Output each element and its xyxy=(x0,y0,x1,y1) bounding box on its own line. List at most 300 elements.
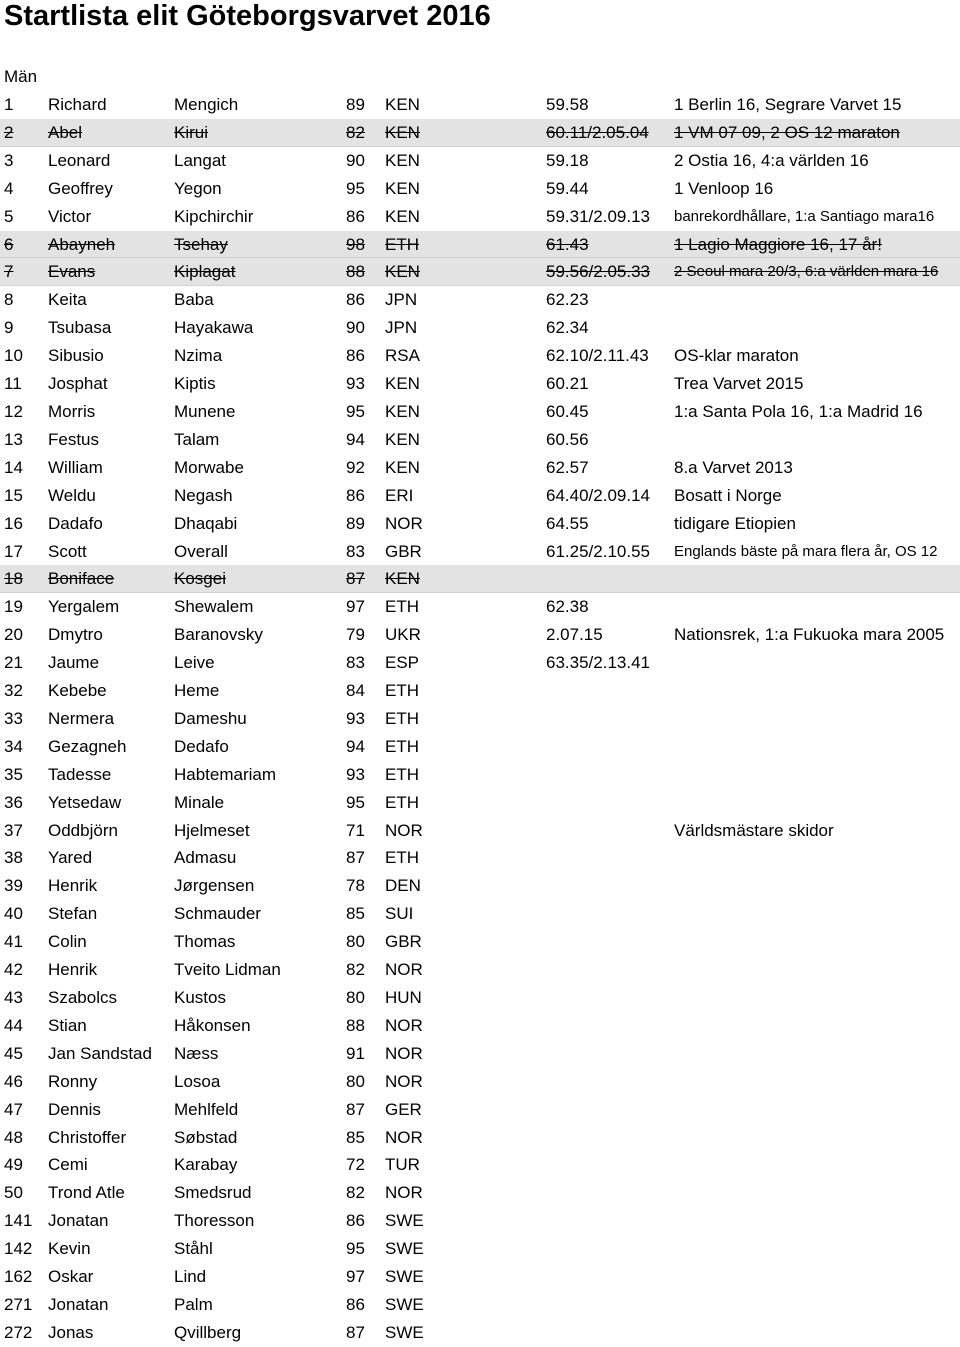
nationality-cell: KEN xyxy=(385,374,420,394)
birth-year-cell: 94 xyxy=(346,736,365,756)
table-row xyxy=(0,1179,960,1207)
start-number-cell: 39 xyxy=(4,876,23,896)
last-name-cell: Lind xyxy=(174,1267,207,1287)
birth-year-cell: 80 xyxy=(346,1071,365,1091)
birth-year-cell: 86 xyxy=(346,1294,365,1314)
last-name-cell: Mengich xyxy=(174,95,239,114)
nationality-cell: ETH xyxy=(385,708,419,728)
best-time-cell: 59.56/2.05.33 xyxy=(546,262,650,282)
nationality-cell: KEN xyxy=(385,206,420,226)
birth-year-cell: 80 xyxy=(346,988,365,1007)
first-name-cell: Abel xyxy=(48,122,83,142)
table-row xyxy=(0,119,960,147)
start-number-cell: 16 xyxy=(4,513,23,533)
table-row xyxy=(0,286,960,314)
table-row xyxy=(0,231,960,259)
first-name-cell: Scott xyxy=(48,541,87,561)
first-name-cell: William xyxy=(48,457,103,477)
birth-year-cell: 86 xyxy=(346,485,365,505)
nationality-cell: ETH xyxy=(385,736,419,756)
first-name-cell: Abayneh xyxy=(48,234,116,254)
birth-year-cell: 97 xyxy=(346,597,365,617)
first-name-cell: Jonatan xyxy=(48,1211,109,1231)
nationality-cell: HUN xyxy=(385,988,422,1007)
last-name-cell: Thomas xyxy=(174,932,236,952)
birth-year-cell: 89 xyxy=(346,513,365,533)
first-name-cell: Tsubasa xyxy=(48,318,112,338)
table-row xyxy=(0,817,960,845)
start-number-cell: 141 xyxy=(4,1211,33,1231)
birth-year-cell: 97 xyxy=(346,1267,365,1287)
birth-year-cell: 85 xyxy=(346,904,365,924)
birth-year-cell: 95 xyxy=(346,1239,365,1259)
start-number-cell: 38 xyxy=(4,848,23,868)
start-number-cell: 47 xyxy=(4,1099,23,1119)
best-time-cell: 61.25/2.10.55 xyxy=(546,541,650,561)
best-time-cell: 59.44 xyxy=(546,178,589,198)
nationality-cell: ESP xyxy=(385,653,420,673)
last-name-cell: Søbstad xyxy=(174,1127,238,1147)
last-name-cell: Dedafo xyxy=(174,736,229,756)
first-name-cell: Richard xyxy=(48,95,107,114)
table-row xyxy=(0,175,960,203)
note-cell: 2 Ostia 16, 4:a världen 16 xyxy=(674,150,869,170)
table-row xyxy=(0,398,960,426)
best-time-cell: 59.58 xyxy=(546,95,589,114)
first-name-cell: Boniface xyxy=(48,569,115,589)
last-name-cell: Langat xyxy=(174,150,226,170)
birth-year-cell: 95 xyxy=(346,178,365,198)
first-name-cell: Colin xyxy=(48,932,87,952)
birth-year-cell: 87 xyxy=(346,569,365,589)
nationality-cell: NOR xyxy=(385,1043,423,1063)
table-row xyxy=(0,1151,960,1179)
last-name-cell: Munene xyxy=(174,401,236,421)
start-number-cell: 3 xyxy=(4,150,14,170)
birth-year-cell: 87 xyxy=(346,1099,365,1119)
start-number-cell: 43 xyxy=(4,988,23,1007)
note-cell: Englands bäste på mara flera år, OS 12 xyxy=(674,542,938,560)
best-time-cell: 64.55 xyxy=(546,513,589,533)
nationality-cell: GER xyxy=(385,1099,422,1119)
table-row xyxy=(0,984,960,1012)
last-name-cell: Tveito Lidman xyxy=(174,960,281,980)
nationality-cell: SWE xyxy=(385,1294,424,1314)
best-time-cell: 60.56 xyxy=(546,429,589,449)
start-number-cell: 45 xyxy=(4,1043,23,1063)
birth-year-cell: 82 xyxy=(346,1183,365,1203)
start-number-cell: 14 xyxy=(4,457,23,477)
table-row xyxy=(0,1291,960,1319)
best-time-cell: 60.11/2.05.04 xyxy=(546,122,649,142)
last-name-cell: Kiplagat xyxy=(174,262,236,282)
nationality-cell: SUI xyxy=(385,904,414,924)
start-number-cell: 46 xyxy=(4,1071,23,1091)
last-name-cell: Kipchirchir xyxy=(174,206,254,226)
first-name-cell: Oddbjörn xyxy=(48,820,118,840)
birth-year-cell: 94 xyxy=(346,429,365,449)
table-row xyxy=(0,203,960,231)
nationality-cell: KEN xyxy=(385,95,420,114)
last-name-cell: Leive xyxy=(174,653,215,673)
table-row xyxy=(0,1096,960,1124)
last-name-cell: Baranovsky xyxy=(174,625,263,645)
last-name-cell: Næss xyxy=(174,1043,219,1063)
nationality-cell: SWE xyxy=(385,1267,424,1287)
start-number-cell: 36 xyxy=(4,792,23,812)
start-number-cell: 19 xyxy=(4,597,23,617)
first-name-cell: Victor xyxy=(48,206,92,226)
birth-year-cell: 95 xyxy=(346,792,365,812)
last-name-cell: Karabay xyxy=(174,1155,238,1175)
birth-year-cell: 80 xyxy=(346,932,365,952)
last-name-cell: Shewalem xyxy=(174,597,254,617)
last-name-cell: Yegon xyxy=(174,178,222,198)
last-name-cell: Admasu xyxy=(174,848,237,868)
first-name-cell: Yergalem xyxy=(48,597,120,617)
last-name-cell: Talam xyxy=(174,429,220,449)
nationality-cell: ETH xyxy=(385,792,419,812)
first-name-cell: Morris xyxy=(48,401,96,421)
page-title: Startlista elit Göteborgsvarvet 2016 xyxy=(4,0,491,32)
nationality-cell: NOR xyxy=(385,513,423,533)
nationality-cell: NOR xyxy=(385,1071,423,1091)
last-name-cell: Hayakawa xyxy=(174,318,254,338)
start-number-cell: 142 xyxy=(4,1239,33,1259)
first-name-cell: Jan Sandstad xyxy=(48,1043,152,1063)
table-row xyxy=(0,342,960,370)
table-row xyxy=(0,621,960,649)
table-row xyxy=(0,956,960,984)
table-row xyxy=(0,733,960,761)
nationality-cell: NOR xyxy=(385,1015,423,1035)
first-name-cell: Jaume xyxy=(48,653,100,673)
nationality-cell: NOR xyxy=(385,1183,423,1203)
first-name-cell: Jonas xyxy=(48,1322,94,1342)
first-name-cell: Cemi xyxy=(48,1155,88,1175)
nationality-cell: RSA xyxy=(385,346,420,366)
first-name-cell: Geoffrey xyxy=(48,178,113,198)
first-name-cell: Dadafo xyxy=(48,513,103,533)
start-number-cell: 42 xyxy=(4,960,23,980)
start-number-cell: 50 xyxy=(4,1183,23,1203)
startlist-table xyxy=(0,91,960,1347)
last-name-cell: Kustos xyxy=(174,988,226,1007)
table-row xyxy=(0,482,960,510)
first-name-cell: Josphat xyxy=(48,374,108,394)
birth-year-cell: 72 xyxy=(346,1155,365,1175)
nationality-cell: KEN xyxy=(385,262,420,282)
birth-year-cell: 95 xyxy=(346,401,365,421)
birth-year-cell: 83 xyxy=(346,541,365,561)
start-number-cell: 1 xyxy=(4,95,14,114)
best-time-cell: 62.57 xyxy=(546,457,589,477)
note-cell: tidigare Etiopien xyxy=(674,513,796,533)
first-name-cell: Dmytro xyxy=(48,625,103,645)
nationality-cell: ETH xyxy=(385,848,419,868)
last-name-cell: Dhaqabi xyxy=(174,513,238,533)
nationality-cell: GBR xyxy=(385,541,422,561)
last-name-cell: Kiptis xyxy=(174,374,216,394)
start-number-cell: 12 xyxy=(4,401,23,421)
birth-year-cell: 90 xyxy=(346,150,365,170)
last-name-cell: Dameshu xyxy=(174,708,247,728)
first-name-cell: Oskar xyxy=(48,1267,94,1287)
first-name-cell: Gezagneh xyxy=(48,736,127,756)
start-number-cell: 8 xyxy=(4,290,14,310)
note-cell: 1:a Santa Pola 16, 1:a Madrid 16 xyxy=(674,401,923,421)
last-name-cell: Smedsrud xyxy=(174,1183,252,1203)
table-row xyxy=(0,1012,960,1040)
first-name-cell: Ronny xyxy=(48,1071,98,1091)
note-cell: 2 Seoul mara 20/3, 6:a världen mara 16 xyxy=(674,263,939,281)
first-name-cell: Nermera xyxy=(48,708,115,728)
first-name-cell: Yetsedaw xyxy=(48,792,122,812)
table-row xyxy=(0,426,960,454)
first-name-cell: Evans xyxy=(48,262,96,282)
start-number-cell: 21 xyxy=(4,653,23,673)
first-name-cell: Keita xyxy=(48,290,87,310)
best-time-cell: 61.43 xyxy=(546,234,589,254)
birth-year-cell: 93 xyxy=(346,764,365,784)
table-row xyxy=(0,510,960,538)
table-row xyxy=(0,370,960,398)
table-row xyxy=(0,1040,960,1068)
start-number-cell: 13 xyxy=(4,429,23,449)
nationality-cell: ERI xyxy=(385,485,414,505)
last-name-cell: Losoa xyxy=(174,1071,221,1091)
best-time-cell: 2.07.15 xyxy=(546,625,603,645)
note-cell: 8.a Varvet 2013 xyxy=(674,457,793,477)
nationality-cell: KEN xyxy=(385,429,420,449)
birth-year-cell: 84 xyxy=(346,681,365,701)
nationality-cell: NOR xyxy=(385,1127,423,1147)
first-name-cell: Szabolcs xyxy=(48,988,117,1007)
nationality-cell: NOR xyxy=(385,960,423,980)
start-number-cell: 35 xyxy=(4,764,23,784)
note-cell: OS-klar maraton xyxy=(674,346,799,366)
table-row xyxy=(0,91,960,119)
nationality-cell: JPN xyxy=(385,318,418,338)
start-number-cell: 4 xyxy=(4,178,14,198)
first-name-cell: Henrik xyxy=(48,960,98,980)
best-time-cell: 59.18 xyxy=(546,150,589,170)
birth-year-cell: 85 xyxy=(346,1127,365,1147)
table-row xyxy=(0,454,960,482)
start-number-cell: 33 xyxy=(4,708,23,728)
last-name-cell: Kosgei xyxy=(174,569,226,589)
note-cell: 1 Lagio Maggiore 16, 17 år! xyxy=(674,234,882,254)
start-number-cell: 34 xyxy=(4,736,23,756)
birth-year-cell: 88 xyxy=(346,1015,365,1035)
nationality-cell: GBR xyxy=(385,932,422,952)
note-cell: Världsmästare skidor xyxy=(674,820,834,840)
first-name-cell: Henrik xyxy=(48,876,98,896)
start-number-cell: 18 xyxy=(4,569,23,589)
nationality-cell: SWE xyxy=(385,1211,424,1231)
birth-year-cell: 78 xyxy=(346,876,365,896)
last-name-cell: Habtemariam xyxy=(174,764,277,784)
first-name-cell: Festus xyxy=(48,429,100,449)
start-number-cell: 20 xyxy=(4,625,23,645)
table-row xyxy=(0,1207,960,1235)
first-name-cell: Stian xyxy=(48,1015,87,1035)
nationality-cell: KEN xyxy=(385,401,420,421)
table-row xyxy=(0,705,960,733)
start-number-cell: 17 xyxy=(4,541,23,561)
start-number-cell: 162 xyxy=(4,1267,33,1287)
nationality-cell: ETH xyxy=(385,234,419,254)
table-row xyxy=(0,1235,960,1263)
birth-year-cell: 83 xyxy=(346,653,365,673)
first-name-cell: Sibusio xyxy=(48,346,104,366)
note-cell: Nationsrek, 1:a Fukuoka mara 2005 xyxy=(674,625,945,645)
birth-year-cell: 92 xyxy=(346,457,365,477)
table-row xyxy=(0,1124,960,1152)
birth-year-cell: 98 xyxy=(346,234,365,254)
birth-year-cell: 86 xyxy=(346,206,365,226)
best-time-cell: 60.45 xyxy=(546,401,589,421)
birth-year-cell: 93 xyxy=(346,708,365,728)
nationality-cell: DEN xyxy=(385,876,421,896)
table-row xyxy=(0,649,960,677)
start-number-cell: 272 xyxy=(4,1322,33,1342)
start-number-cell: 7 xyxy=(4,262,14,282)
first-name-cell: Jonatan xyxy=(48,1294,109,1314)
birth-year-cell: 86 xyxy=(346,346,365,366)
last-name-cell: Morwabe xyxy=(174,457,244,477)
table-row xyxy=(0,928,960,956)
table-row xyxy=(0,593,960,621)
best-time-cell: 62.23 xyxy=(546,290,589,310)
start-number-cell: 5 xyxy=(4,206,14,226)
first-name-cell: Yared xyxy=(48,848,93,868)
last-name-cell: Ståhl xyxy=(174,1239,213,1259)
first-name-cell: Christoffer xyxy=(48,1127,127,1147)
first-name-cell: Dennis xyxy=(48,1099,101,1119)
first-name-cell: Stefan xyxy=(48,904,98,924)
start-number-cell: 48 xyxy=(4,1127,23,1147)
note-cell: Trea Varvet 2015 xyxy=(674,374,804,394)
first-name-cell: Kebebe xyxy=(48,681,107,701)
nationality-cell: SWE xyxy=(385,1322,424,1342)
birth-year-cell: 86 xyxy=(346,1211,365,1231)
start-number-cell: 15 xyxy=(4,485,23,505)
birth-year-cell: 87 xyxy=(346,1322,365,1342)
last-name-cell: Tsehay xyxy=(174,234,228,254)
first-name-cell: Weldu xyxy=(48,485,96,505)
nationality-cell: TUR xyxy=(385,1155,420,1175)
best-time-cell: 60.21 xyxy=(546,374,589,394)
last-name-cell: Jørgensen xyxy=(174,876,255,896)
nationality-cell: KEN xyxy=(385,150,420,170)
start-number-cell: 40 xyxy=(4,904,23,924)
best-time-cell: 59.31/2.09.13 xyxy=(546,206,650,226)
table-row xyxy=(0,1263,960,1291)
last-name-cell: Qvillberg xyxy=(174,1322,242,1342)
nationality-cell: KEN xyxy=(385,569,420,589)
birth-year-cell: 82 xyxy=(346,122,365,142)
last-name-cell: Baba xyxy=(174,290,214,310)
start-number-cell: 2 xyxy=(4,122,14,142)
nationality-cell: KEN xyxy=(385,457,420,477)
table-row xyxy=(0,1319,960,1347)
table-row xyxy=(0,314,960,342)
best-time-cell: 62.38 xyxy=(546,597,589,617)
nationality-cell: SWE xyxy=(385,1239,424,1259)
last-name-cell: Hjelmeset xyxy=(174,820,250,840)
nationality-cell: UKR xyxy=(385,625,421,645)
table-row xyxy=(0,900,960,928)
birth-year-cell: 71 xyxy=(346,820,365,840)
last-name-cell: Thoresson xyxy=(174,1211,255,1231)
nationality-cell: ETH xyxy=(385,597,419,617)
last-name-cell: Mehlfeld xyxy=(174,1099,239,1119)
note-cell: 1 Venloop 16 xyxy=(674,178,774,198)
last-name-cell: Minale xyxy=(174,792,225,812)
best-time-cell: 62.34 xyxy=(546,318,589,338)
start-number-cell: 10 xyxy=(4,346,23,366)
table-row xyxy=(0,677,960,705)
nationality-cell: KEN xyxy=(385,122,420,142)
start-number-cell: 32 xyxy=(4,681,23,701)
start-number-cell: 37 xyxy=(4,820,23,840)
best-time-cell: 64.40/2.09.14 xyxy=(546,485,650,505)
table-row xyxy=(0,1068,960,1096)
last-name-cell: Overall xyxy=(174,541,228,561)
first-name-cell: Kevin xyxy=(48,1239,91,1259)
start-number-cell: 49 xyxy=(4,1155,23,1175)
first-name-cell: Trond Atle xyxy=(48,1183,125,1203)
last-name-cell: Negash xyxy=(174,485,233,505)
start-number-cell: 11 xyxy=(4,374,22,394)
last-name-cell: Håkonsen xyxy=(174,1015,251,1035)
table-row xyxy=(0,872,960,900)
table-row xyxy=(0,761,960,789)
birth-year-cell: 91 xyxy=(346,1043,365,1063)
birth-year-cell: 88 xyxy=(346,262,365,282)
note-cell: 1 VM 07 09, 2 OS 12 maraton xyxy=(674,122,900,142)
table-row xyxy=(0,789,960,817)
birth-year-cell: 90 xyxy=(346,318,365,338)
note-cell: Bosatt i Norge xyxy=(674,485,782,505)
birth-year-cell: 82 xyxy=(346,960,365,980)
note-cell: 1 Berlin 16, Segrare Varvet 15 xyxy=(674,95,902,114)
last-name-cell: Palm xyxy=(174,1294,213,1314)
birth-year-cell: 86 xyxy=(346,290,365,310)
table-row xyxy=(0,844,960,872)
nationality-cell: ETH xyxy=(385,764,419,784)
best-time-cell: 62.10/2.11.43 xyxy=(546,346,649,366)
table-row xyxy=(0,258,960,286)
birth-year-cell: 79 xyxy=(346,625,365,645)
start-number-cell: 9 xyxy=(4,318,14,338)
birth-year-cell: 89 xyxy=(346,95,365,114)
table-row xyxy=(0,565,960,593)
nationality-cell: JPN xyxy=(385,290,418,310)
first-name-cell: Tadesse xyxy=(48,764,112,784)
last-name-cell: Nzima xyxy=(174,346,223,366)
last-name-cell: Heme xyxy=(174,681,220,701)
last-name-cell: Schmauder xyxy=(174,904,261,924)
start-number-cell: 41 xyxy=(4,932,23,952)
start-number-cell: 44 xyxy=(4,1015,23,1035)
nationality-cell: KEN xyxy=(385,178,420,198)
birth-year-cell: 87 xyxy=(346,848,365,868)
table-row xyxy=(0,147,960,175)
nationality-cell: ETH xyxy=(385,681,419,701)
nationality-cell: NOR xyxy=(385,820,423,840)
